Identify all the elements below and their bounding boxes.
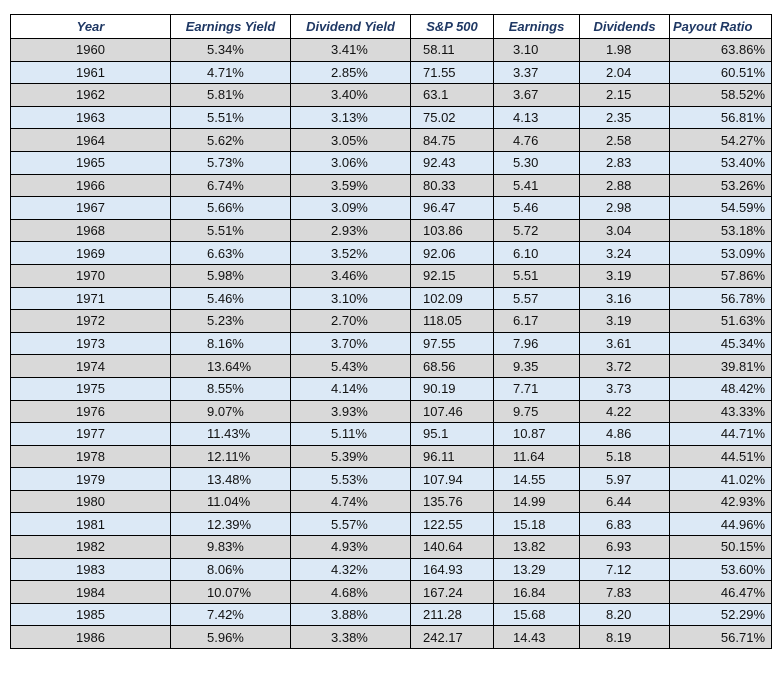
cell-dividend-yield: 3.10% [291,287,411,310]
table-row [11,264,772,287]
cell-payout-ratio: 43.33% [670,400,772,423]
cell-earnings-yield: 5.23% [171,310,291,333]
table-row [11,197,772,220]
table-row [11,490,772,513]
cell-payout-ratio: 56.71% [670,626,772,649]
cell-payout-ratio: 57.86% [670,264,772,287]
cell-dividend-yield: 3.40% [291,84,411,107]
header-dividends: Dividends [580,15,670,39]
cell-dividends: 2.15 [580,84,670,107]
table-row [11,558,772,581]
cell-earnings-yield: 6.63% [171,242,291,265]
cell-year: 1966 [11,174,171,197]
cell-earnings-yield: 5.98% [171,264,291,287]
cell-earnings-yield: 8.55% [171,377,291,400]
cell-sp500: 80.33 [411,174,494,197]
table-row [11,106,772,129]
cell-sp500: 58.11 [411,39,494,62]
cell-earnings: 6.10 [494,242,580,265]
cell-dividends: 6.44 [580,490,670,513]
cell-sp500: 167.24 [411,581,494,604]
cell-dividend-yield: 3.46% [291,264,411,287]
cell-dividends: 8.20 [580,603,670,626]
cell-year: 1976 [11,400,171,423]
cell-dividend-yield: 4.14% [291,377,411,400]
cell-earnings: 15.68 [494,603,580,626]
table-row [11,603,772,626]
cell-payout-ratio: 54.27% [670,129,772,152]
cell-payout-ratio: 53.60% [670,558,772,581]
cell-year: 1967 [11,197,171,220]
cell-year: 1965 [11,151,171,174]
cell-dividend-yield: 2.93% [291,219,411,242]
cell-year: 1978 [11,445,171,468]
cell-dividends: 3.19 [580,264,670,287]
cell-dividend-yield: 3.13% [291,106,411,129]
cell-dividend-yield: 3.09% [291,197,411,220]
cell-payout-ratio: 58.52% [670,84,772,107]
cell-year: 1982 [11,536,171,559]
table-row [11,174,772,197]
cell-sp500: 107.94 [411,468,494,491]
table-row [11,219,772,242]
table-row [11,151,772,174]
cell-earnings: 14.55 [494,468,580,491]
header-dividend-yield: Dividend Yield [291,15,411,39]
cell-earnings: 3.67 [494,84,580,107]
table-row [11,61,772,84]
cell-earnings-yield: 8.06% [171,558,291,581]
cell-earnings-yield: 12.11% [171,445,291,468]
cell-sp500: 135.76 [411,490,494,513]
cell-year: 1986 [11,626,171,649]
table-row [11,581,772,604]
cell-earnings-yield: 12.39% [171,513,291,536]
cell-dividend-yield: 3.38% [291,626,411,649]
cell-year: 1964 [11,129,171,152]
cell-dividend-yield: 3.06% [291,151,411,174]
cell-payout-ratio: 56.81% [670,106,772,129]
cell-earnings: 5.51 [494,264,580,287]
cell-payout-ratio: 54.59% [670,197,772,220]
cell-earnings-yield: 8.16% [171,332,291,355]
cell-payout-ratio: 51.63% [670,310,772,333]
cell-dividend-yield: 2.70% [291,310,411,333]
cell-payout-ratio: 44.96% [670,513,772,536]
cell-year: 1972 [11,310,171,333]
cell-earnings-yield: 5.46% [171,287,291,310]
cell-earnings: 6.17 [494,310,580,333]
cell-sp500: 92.06 [411,242,494,265]
cell-year: 1983 [11,558,171,581]
cell-earnings: 10.87 [494,423,580,446]
cell-year: 1980 [11,490,171,513]
cell-dividend-yield: 5.11% [291,423,411,446]
table-row [11,445,772,468]
cell-payout-ratio: 53.26% [670,174,772,197]
header-earnings: Earnings [494,15,580,39]
cell-payout-ratio: 53.09% [670,242,772,265]
cell-earnings-yield: 10.07% [171,581,291,604]
cell-year: 1977 [11,423,171,446]
cell-year: 1974 [11,355,171,378]
cell-dividends: 2.98 [580,197,670,220]
cell-dividends: 6.93 [580,536,670,559]
header-row [11,15,772,39]
cell-dividend-yield: 3.41% [291,39,411,62]
cell-sp500: 97.55 [411,332,494,355]
cell-payout-ratio: 42.93% [670,490,772,513]
cell-dividend-yield: 5.39% [291,445,411,468]
cell-dividend-yield: 3.05% [291,129,411,152]
cell-year: 1970 [11,264,171,287]
cell-earnings: 13.82 [494,536,580,559]
cell-dividends: 5.97 [580,468,670,491]
cell-dividends: 8.19 [580,626,670,649]
cell-sp500: 122.55 [411,513,494,536]
cell-year: 1969 [11,242,171,265]
cell-dividends: 3.61 [580,332,670,355]
cell-earnings: 15.18 [494,513,580,536]
cell-earnings-yield: 11.04% [171,490,291,513]
cell-sp500: 96.11 [411,445,494,468]
cell-earnings: 5.30 [494,151,580,174]
table-row [11,468,772,491]
cell-year: 1979 [11,468,171,491]
cell-earnings-yield: 5.51% [171,219,291,242]
cell-sp500: 71.55 [411,61,494,84]
cell-dividends: 3.72 [580,355,670,378]
cell-dividends: 4.22 [580,400,670,423]
cell-earnings: 5.46 [494,197,580,220]
cell-sp500: 68.56 [411,355,494,378]
cell-sp500: 242.17 [411,626,494,649]
cell-earnings: 5.57 [494,287,580,310]
cell-earnings: 13.29 [494,558,580,581]
cell-payout-ratio: 50.15% [670,536,772,559]
table-row [11,626,772,649]
cell-sp500: 211.28 [411,603,494,626]
cell-dividend-yield: 5.57% [291,513,411,536]
cell-sp500: 84.75 [411,129,494,152]
cell-earnings: 7.96 [494,332,580,355]
cell-earnings: 9.75 [494,400,580,423]
cell-earnings-yield: 13.48% [171,468,291,491]
cell-sp500: 96.47 [411,197,494,220]
cell-earnings-yield: 5.73% [171,151,291,174]
cell-sp500: 164.93 [411,558,494,581]
table-body [11,39,772,649]
cell-dividend-yield: 3.70% [291,332,411,355]
cell-year: 1985 [11,603,171,626]
cell-earnings-yield: 5.51% [171,106,291,129]
header-earnings-yield: Earnings Yield [171,15,291,39]
cell-sp500: 63.1 [411,84,494,107]
table-row [11,129,772,152]
cell-year: 1973 [11,332,171,355]
cell-earnings: 16.84 [494,581,580,604]
cell-dividend-yield: 5.43% [291,355,411,378]
cell-dividends: 3.16 [580,287,670,310]
cell-earnings-yield: 5.34% [171,39,291,62]
cell-sp500: 102.09 [411,287,494,310]
table-row [11,536,772,559]
cell-dividends: 1.98 [580,39,670,62]
header-payout-ratio: Payout Ratio [670,15,772,39]
cell-payout-ratio: 44.71% [670,423,772,446]
cell-payout-ratio: 52.29% [670,603,772,626]
cell-sp500: 140.64 [411,536,494,559]
header-year: Year [11,15,171,39]
cell-earnings-yield: 13.64% [171,355,291,378]
cell-payout-ratio: 48.42% [670,377,772,400]
cell-payout-ratio: 53.40% [670,151,772,174]
cell-dividends: 2.58 [580,129,670,152]
cell-dividend-yield: 3.93% [291,400,411,423]
table-row [11,377,772,400]
cell-year: 1981 [11,513,171,536]
cell-sp500: 118.05 [411,310,494,333]
cell-year: 1960 [11,39,171,62]
cell-sp500: 103.86 [411,219,494,242]
cell-dividend-yield: 4.68% [291,581,411,604]
cell-dividends: 3.73 [580,377,670,400]
table-row [11,513,772,536]
cell-payout-ratio: 56.78% [670,287,772,310]
cell-sp500: 92.15 [411,264,494,287]
cell-earnings-yield: 7.42% [171,603,291,626]
cell-year: 1984 [11,581,171,604]
cell-dividends: 7.12 [580,558,670,581]
cell-payout-ratio: 39.81% [670,355,772,378]
cell-dividend-yield: 3.52% [291,242,411,265]
cell-dividends: 2.83 [580,151,670,174]
cell-earnings: 14.43 [494,626,580,649]
cell-dividends: 2.35 [580,106,670,129]
table-row [11,400,772,423]
cell-year: 1975 [11,377,171,400]
cell-year: 1961 [11,61,171,84]
cell-earnings: 3.10 [494,39,580,62]
cell-payout-ratio: 60.51% [670,61,772,84]
cell-earnings: 3.37 [494,61,580,84]
table-row [11,310,772,333]
cell-sp500: 95.1 [411,423,494,446]
cell-dividends: 7.83 [580,581,670,604]
cell-dividends: 4.86 [580,423,670,446]
cell-earnings-yield: 5.66% [171,197,291,220]
cell-payout-ratio: 53.18% [670,219,772,242]
cell-dividend-yield: 4.93% [291,536,411,559]
table-row [11,332,772,355]
cell-earnings-yield: 6.74% [171,174,291,197]
cell-earnings-yield: 11.43% [171,423,291,446]
cell-dividend-yield: 5.53% [291,468,411,491]
cell-dividend-yield: 4.74% [291,490,411,513]
header-sp500: S&P 500 [411,15,494,39]
data-table [10,14,772,649]
cell-earnings-yield: 5.81% [171,84,291,107]
cell-payout-ratio: 63.86% [670,39,772,62]
cell-year: 1963 [11,106,171,129]
table-row [11,84,772,107]
table-row [11,242,772,265]
table-row [11,39,772,62]
cell-dividend-yield: 3.88% [291,603,411,626]
cell-dividends: 3.04 [580,219,670,242]
cell-payout-ratio: 44.51% [670,445,772,468]
cell-sp500: 75.02 [411,106,494,129]
cell-dividend-yield: 2.85% [291,61,411,84]
cell-sp500: 92.43 [411,151,494,174]
cell-year: 1968 [11,219,171,242]
cell-earnings-yield: 4.71% [171,61,291,84]
cell-earnings: 9.35 [494,355,580,378]
cell-payout-ratio: 45.34% [670,332,772,355]
cell-dividend-yield: 3.59% [291,174,411,197]
cell-earnings: 14.99 [494,490,580,513]
table-row [11,355,772,378]
cell-dividends: 5.18 [580,445,670,468]
cell-sp500: 90.19 [411,377,494,400]
cell-earnings-yield: 5.62% [171,129,291,152]
cell-sp500: 107.46 [411,400,494,423]
cell-payout-ratio: 46.47% [670,581,772,604]
cell-earnings: 7.71 [494,377,580,400]
cell-earnings-yield: 5.96% [171,626,291,649]
cell-earnings: 4.13 [494,106,580,129]
table-row [11,287,772,310]
cell-dividends: 2.04 [580,61,670,84]
cell-dividends: 2.88 [580,174,670,197]
table-row [11,423,772,446]
cell-dividends: 3.19 [580,310,670,333]
cell-earnings-yield: 9.83% [171,536,291,559]
cell-earnings: 5.72 [494,219,580,242]
cell-earnings-yield: 9.07% [171,400,291,423]
cell-earnings: 5.41 [494,174,580,197]
cell-dividend-yield: 4.32% [291,558,411,581]
cell-earnings: 11.64 [494,445,580,468]
cell-year: 1962 [11,84,171,107]
cell-earnings: 4.76 [494,129,580,152]
cell-dividends: 6.83 [580,513,670,536]
cell-year: 1971 [11,287,171,310]
cell-dividends: 3.24 [580,242,670,265]
cell-payout-ratio: 41.02% [670,468,772,491]
